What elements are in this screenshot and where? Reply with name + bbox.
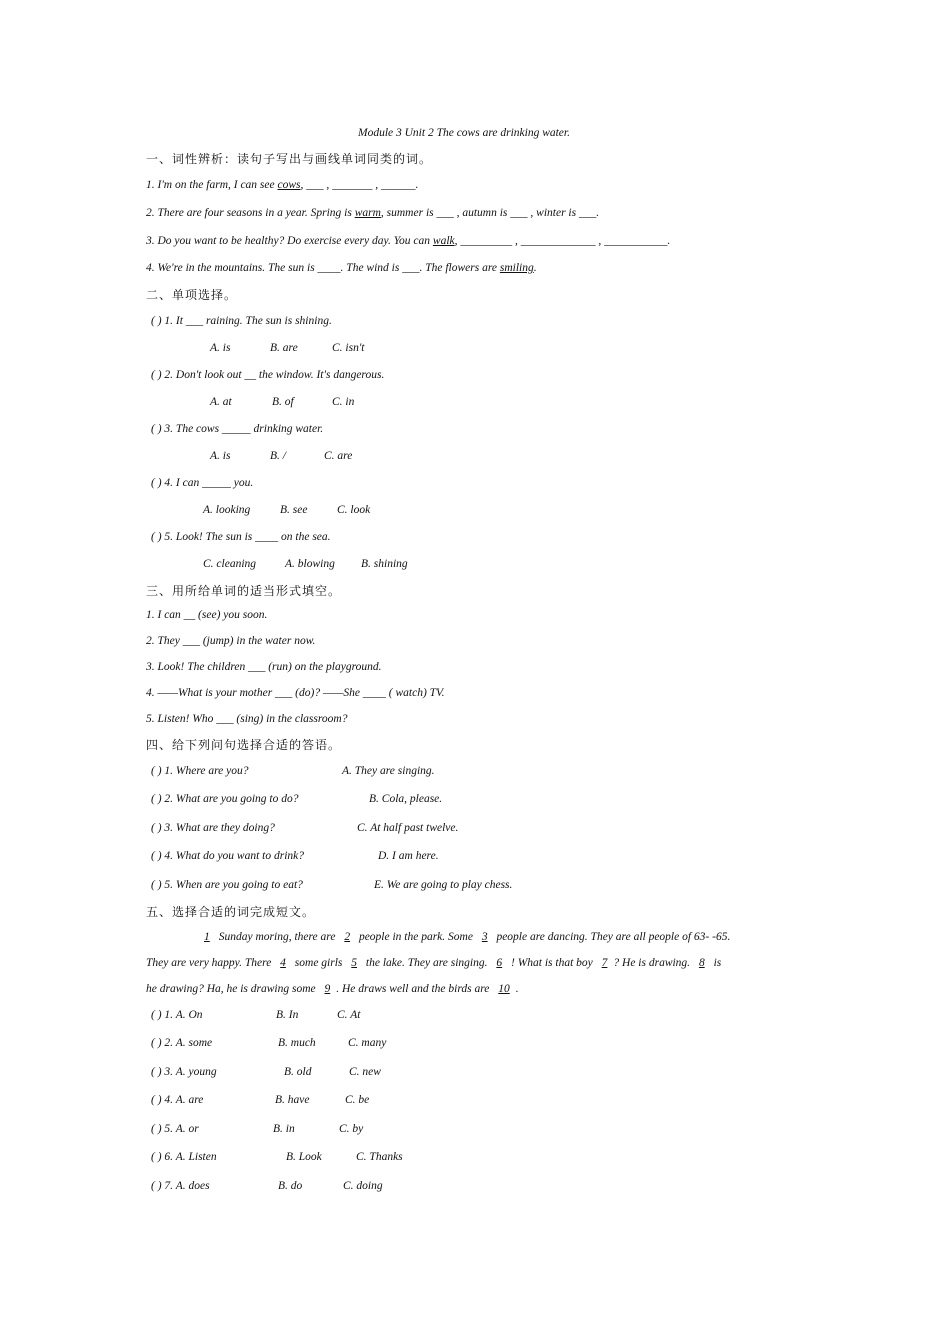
s2-q1: ( ) 1. It ___ raining. The sun is shining. (151, 315, 332, 327)
section-2-heading: 二、单项选择。 (146, 288, 238, 302)
s5-item-6: ( ) 6. A. Listen B. Look C. Thanks (151, 1151, 403, 1163)
s2-q4: ( ) 4. I can _____ you. (151, 477, 254, 489)
s5-item-1: ( ) 1. A. On B. In C. At (151, 1009, 361, 1021)
s4-item-2: ( ) 2. What are you going to do? B. Cola, please. (151, 793, 443, 805)
s3-item-1: 1. I can __ (see) you soon. (146, 609, 268, 621)
passage-line-1: 1 Sunday moring, there are 2 people in the park. Some 3 people are dancing. They are all people of 63- -65. (204, 931, 731, 943)
section-1-heading: 一、词性辨析：读句子写出与画线单词同类的词。 (146, 152, 433, 166)
s2-q5: ( ) 5. Look! The sun is ____ on the sea. (151, 531, 331, 543)
s5-item-7: ( ) 7. A. does B. do C. doing (151, 1180, 383, 1192)
passage-line-2: They are very happy. There 4 some girls 5 the lake. They are singing. 6 ! What is that boy 7 ? He is drawing. 8 is (146, 957, 722, 969)
s5-item-3: ( ) 3. A. young B. old C. new (151, 1066, 381, 1078)
s5-item-4: ( ) 4. A. are B. have C. be (151, 1094, 370, 1106)
page-title: Module 3 Unit 2 The cows are drinking water. (358, 127, 570, 139)
worksheet-page: Module 3 Unit 2 The cows are drinking water. 一、词性辨析：读句子写出与画线单词同类的词。 1. I'm on the farm, I can see cows, ___ , _______ , ______. 2. There are four seasons in a year. Spring is warm, summer is ___ , autumn is ___ , winter is ___. 3. Do you want to be healthy? Do exercise every day. You can walk, _________ , _____________ , ___________. 4. We're in the mountains. The sun is ____. The wind is ___. The flowers are smiling. 二、单项选择。 ( ) 1. It ___ raining. The sun is shining. A. is B. are C. isn't ( ) 2. Don't look out __ the window. It's dangerous. A. at B. of C. in ( ) 3. The cows _____ drinking water. A. is B. / C. are ( ) 4. I can _____ you. A. looking B. see C. look ( ) 5. Look! The sun is ____ on the sea. C. cleaning A. blowing B. shining 三、用所给单词的适当形式填空。 1. I can __ (see) you soon. 2. They ___ (jump) in the water now. 3. Look! The children ___ (run) on the playground. 4. ——What is your mother ___ (do)? ——She ____ ( watch) TV. 5. Listen! Who ___ (sing) in the classroom? 四、给下列问句选择合适的答语。 ( ) 1. Where are you? A. They are singing. ( ) 2. What are you going to do? B. Cola, please. ( ) 3. What are they doing? C. At half past twelve. ( ) 4. What do you want to drink? D. I am here. ( ) 5. When are you going to eat? E. We are going to play chess. 五、选择合适的词完成短文。 1 Sunday moring, there are 2 people in the park. Some 3 people are dancing. They are all people of 63- -65. They are very happy. There 4 some girls 5 the lake. They are singing. 6 ! What is that boy 7 ? He is drawing. 8 is he drawing? Ha, he is drawing some 9 . He draws well and the birds are 10 . ( ) 1. A. On B. In C. At ( ) 2. A. some B. much C. many ( ) 3. A. young B. old C. new ( ) 4. A. are B. have C. be ( ) 5. A. or B. in C. by ( ) 6. A. Listen B. Look C. Thanks ( ) 7. A. does B. do C. doing (146, 127, 731, 1192)
s4-item-1: ( ) 1. Where are you? A. They are singing. (151, 765, 435, 777)
s1-item-1: 1. I'm on the farm, I can see cows, ___ , _______ , ______. (146, 179, 419, 191)
s1-item-3: 3. Do you want to be healthy? Do exercise every day. You can walk, _________ , _____________ , ___________. (146, 235, 671, 247)
section-4-heading: 四、给下列问句选择合适的答语。 (146, 738, 342, 752)
s1-item-2: 2. There are four seasons in a year. Spring is warm, summer is ___ , autumn is ___ , winter is ___. (146, 207, 600, 219)
s2-q3: ( ) 3. The cows _____ drinking water. (151, 423, 324, 435)
section-3-heading: 三、用所给单词的适当形式填空。 (146, 584, 342, 598)
s2-q2: ( ) 2. Don't look out __ the window. It's dangerous. (151, 369, 385, 381)
s4-item-4: ( ) 4. What do you want to drink? D. I am here. (151, 850, 439, 862)
s3-item-3: 3. Look! The children ___ (run) on the playground. (146, 661, 382, 673)
s1-item-4: 4. We're in the mountains. The sun is ____. The wind is ___. The flowers are smiling. (146, 262, 537, 274)
s3-item-4: 4. ——What is your mother ___ (do)? ——She ____ ( watch) TV. (146, 687, 445, 699)
s4-item-3: ( ) 3. What are they doing? C. At half past twelve. (151, 822, 459, 834)
passage-line-3: he drawing? Ha, he is drawing some 9 . He draws well and the birds are 10 . (146, 983, 519, 995)
s3-item-2: 2. They ___ (jump) in the water now. (146, 635, 316, 647)
s4-item-5: ( ) 5. When are you going to eat? E. We are going to play chess. (151, 879, 513, 891)
s3-item-5: 5. Listen! Who ___ (sing) in the classroom? (146, 713, 348, 725)
s5-item-5: ( ) 5. A. or B. in C. by (151, 1123, 364, 1135)
s5-item-2: ( ) 2. A. some B. much C. many (151, 1037, 387, 1049)
section-5-heading: 五、选择合适的词完成短文。 (146, 905, 316, 919)
